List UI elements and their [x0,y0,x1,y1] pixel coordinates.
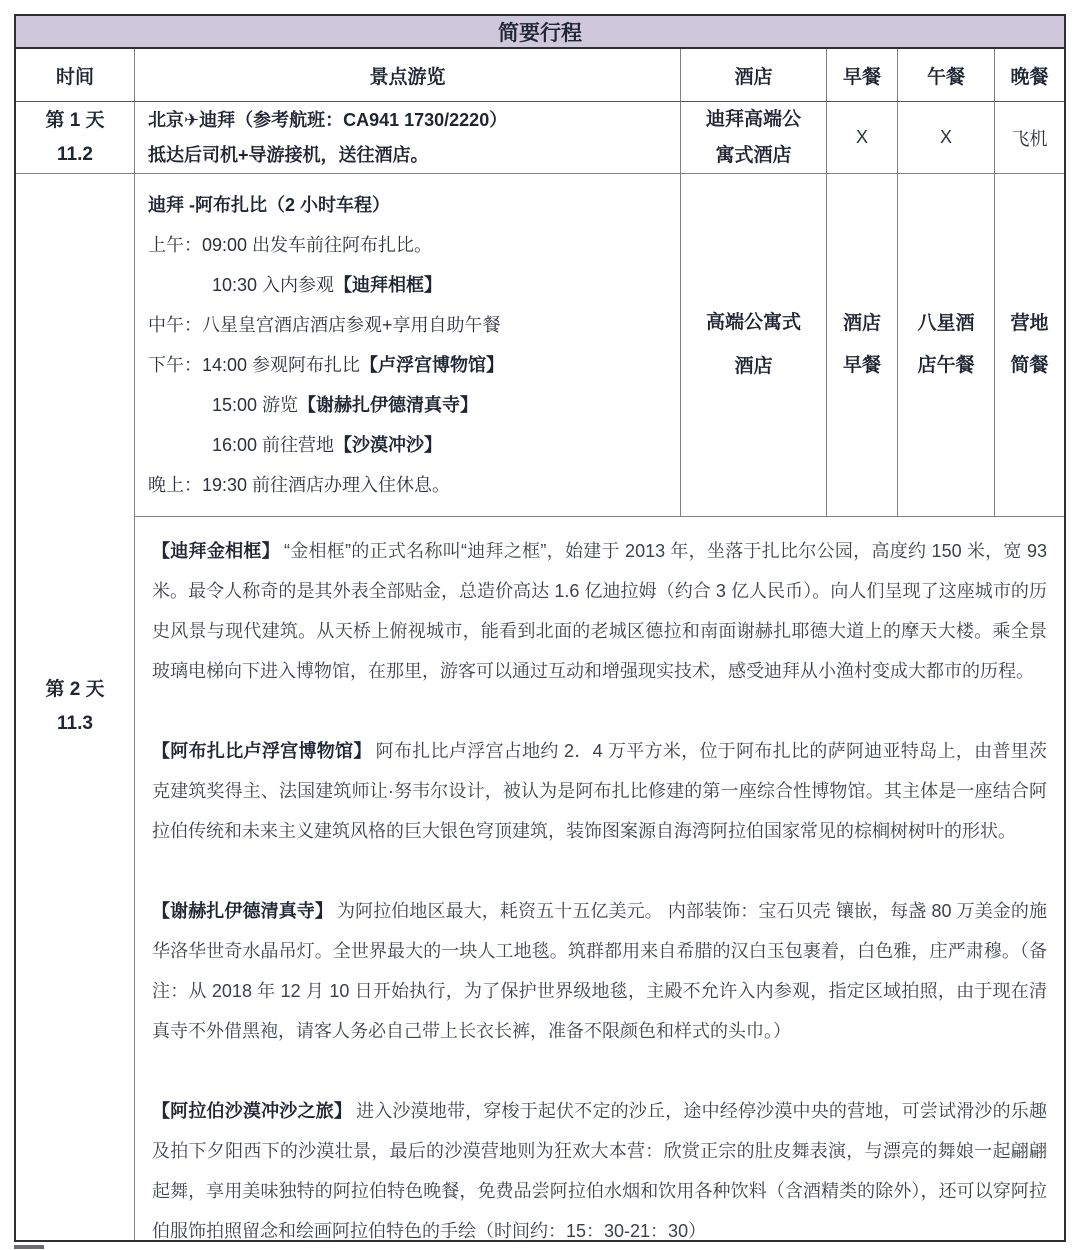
schedule-line-highlight: 【迪拜相框】 [334,275,443,295]
day1-lunch-value: X [939,127,952,147]
col-header-hotel [681,49,827,102]
col-header-dinner [995,49,1064,102]
day1-breakfast-cell [827,102,898,174]
schedule-line [148,265,667,305]
schedule-line [148,225,667,265]
col-header-breakfast-label: 早餐 [842,66,881,88]
col-header-sights [135,49,681,102]
description-paragraph [152,731,1047,851]
description-lead: 【谢赫扎伊德清真寺】 [152,901,333,921]
col-header-lunch-label: 午餐 [926,66,965,88]
schedule-line [148,345,667,385]
day2-dinner-cell [995,174,1064,517]
day2-schedule-cell [135,174,681,517]
day2-hotel-cell [681,174,827,517]
day2-dinner-value: 营地简餐 [1010,313,1049,376]
description-lead: 【阿布扎比卢浮宫博物馆】 [152,741,372,761]
col-header-time-label: 时间 [55,66,94,88]
table-title [16,16,1064,49]
col-header-sights-label: 景点游览 [369,66,446,88]
description-text: 阿布扎比卢浮宫占地约 2．4 万平方米，位于阿布扎比的萨阿迪亚特岛上，由普里茨克建筑奖得主、法国建筑师让·努韦尔设计，被认为是阿布扎比修建的第一座综合性博物馆。其主体是一座结合阿拉伯传统和未来主义建筑风格的巨大银色穹顶建筑，装饰图案源自海湾阿拉伯国家常见的棕榈树树叶的形状。 [152,741,1047,841]
schedule-line-text: 15:00 游览 [212,395,299,415]
day1-time-cell [16,102,135,174]
next-row-fragment [14,1245,44,1249]
day2-hotel-name: 高端公寓式酒店 [706,312,802,377]
schedule-line-text: 晚上：19:30 前往酒店办理入住休息。 [148,475,451,495]
description-paragraph [152,1091,1047,1240]
day1-flight-line: 北京✈迪拜（参考航班：CA941 1730/2220） [148,109,508,130]
col-header-time [16,49,135,102]
schedule-line [148,465,667,505]
description-paragraph [152,891,1047,1051]
itinerary-table [14,14,1066,1242]
day2-lunch-cell [898,174,995,517]
description-paragraph [152,531,1047,691]
description-lead: 【迪拜金相框】 [152,541,280,561]
schedule-line-highlight: 【谢赫扎伊德清真寺】 [298,395,479,415]
col-header-breakfast [827,49,898,102]
col-header-dinner-label: 晚餐 [1010,66,1049,88]
day1-label: 第 1 天 [45,109,105,131]
day2-breakfast-cell [827,174,898,517]
day1-date: 11.2 [57,143,93,165]
day1-breakfast-value: X [855,127,868,147]
col-header-hotel-label: 酒店 [734,66,773,88]
schedule-line-highlight: 【沙漠冲沙】 [334,435,443,455]
day1-transfer-line: 抵达后司机+导游接机，送往酒店。 [148,144,429,165]
schedule-line-text: 16:00 前往营地 [212,435,335,455]
day2-time-cell [16,174,135,1240]
day2-label: 第 2 天 [45,679,105,700]
day2-date: 11.3 [57,713,93,734]
schedule-line [148,425,667,465]
schedule-line-text: 上午：09:00 出发车前往阿布扎比。 [148,235,433,255]
schedule-line-highlight: 【卢浮宫博物馆】 [360,355,505,375]
day1-lunch-cell [898,102,995,174]
day1-hotel-name: 迪拜高端公寓式酒店 [706,108,802,166]
description-text: “金相框”的正式名称叫“迪拜之框”，始建于 2013 年，坐落于扎比尔公园，高度约 150 米，宽 93 米。最令人称奇的是其外表全部贴金，总造价高达 1.6 亿迪拉姆（约合 3 亿人民币）。向人们呈现了这座城市的历史风景与现代建筑。从天桥上俯视城市，能看到北面的老城区德拉和南面谢赫扎耶德大道上的摩天大楼。乘全景玻璃电梯向下进入博物馆，在那里，游客可以通过互动和增强现实技术，感受迪拜从小渔村变成大都市的历程。 [152,541,1048,681]
schedule-line [148,305,667,345]
schedule-line-text: 10:30 入内参观 [212,275,335,295]
schedule-line-highlight: 迪拜 -阿布扎比（2 小时车程） [148,195,391,215]
day2-breakfast-value: 酒店早餐 [843,313,882,376]
schedule-line-text: 中午：八星皇宫酒店酒店参观+享用自助午餐 [148,315,501,335]
day1-itinerary-cell [135,102,681,174]
schedule-line [148,385,667,425]
schedule-line [148,185,667,225]
description-lead: 【阿拉伯沙漠冲沙之旅】 [152,1101,353,1121]
description-text: 为阿拉伯地区最大，耗资五十五亿美元。 内部装饰：宝石贝壳 镶嵌，每盏 80 万美金的施华洛华世奇水晶吊灯。全世界最大的一块人工地毯。筑群都用来自希腊的汉白玉包裹着，白色雅，庄严肃穆。（备注：从 2018 年 12 月 10 日开始执行，为了保护世界级地毯，主殿不允许入内参观，指定区域拍照，由于现在清真寺不外借黑袍，请客人务必自己带上长衣长裤，准备不限颜色和样式的头巾。） [152,901,1047,1041]
schedule-line-text: 下午：14:00 参观阿布扎比 [148,355,361,375]
table-title-text: 简要行程 [498,21,582,45]
day1-dinner-value: 飞机 [1011,128,1048,149]
day1-hotel-cell [681,102,827,174]
day2-descriptions-cell [135,517,1064,1240]
description-text: 进入沙漠地带，穿梭于起伏不定的沙丘，途中经停沙漠中央的营地，可尝试滑沙的乐趣及拍下夕阳西下的沙漠壮景，最后的沙漠营地则为狂欢大本营：欣赏正宗的肚皮舞表演，与漂亮的舞娘一起翩翩起舞，享用美味独特的阿拉伯特色晚餐，免费品尝阿拉伯水烟和饮用各种饮料（含酒精类的除外），还可以穿阿拉伯服饰拍照留念和绘画阿拉伯特色的手绘（时间约：15：30-21：30） [152,1101,1047,1240]
col-header-lunch [898,49,995,102]
day2-lunch-value: 八星酒店午餐 [917,313,975,376]
day1-dinner-cell [995,102,1064,174]
